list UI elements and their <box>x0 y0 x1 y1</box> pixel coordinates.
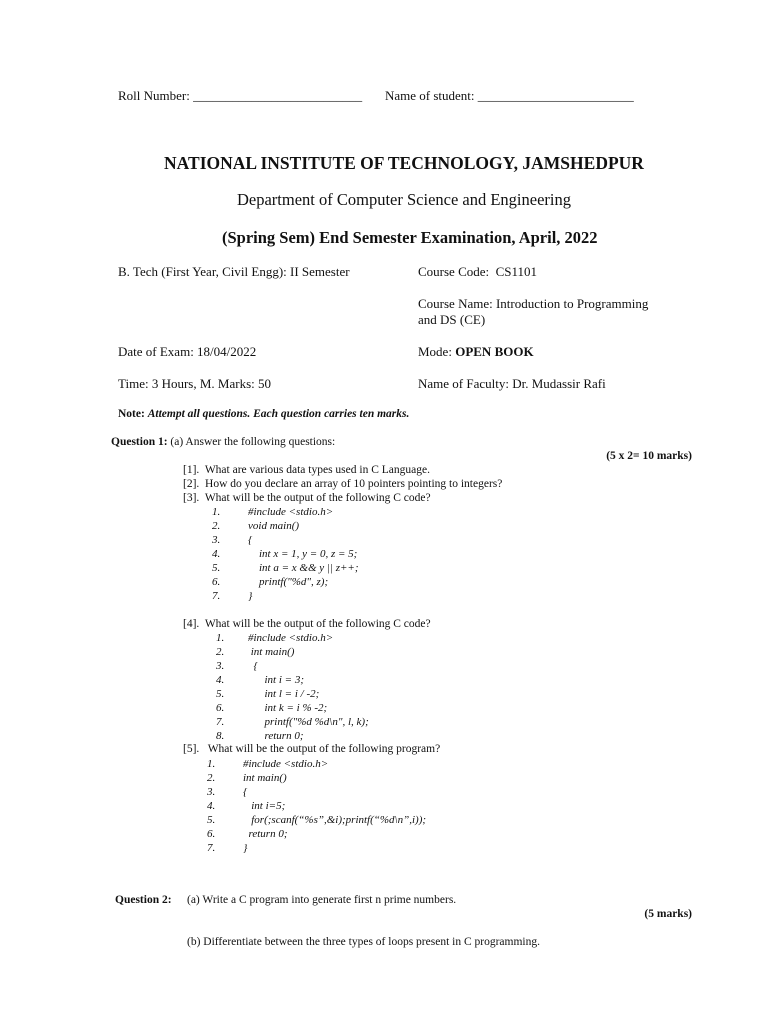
code3-line-num: 5. <box>207 814 216 826</box>
code2-line: int i = 3; <box>248 674 305 686</box>
code3-line-num: 2. <box>207 772 216 784</box>
code2-line-num: 7. <box>216 716 225 728</box>
code2-line: int k = i % -2; <box>248 702 328 714</box>
code1-line: int x = 1, y = 0, z = 5; <box>248 548 358 560</box>
code1-line-num: 4. <box>212 548 221 560</box>
code3-line-num: 3. <box>207 786 216 798</box>
code1-line-num: 2. <box>212 520 221 532</box>
code2-line-num: 5. <box>216 688 225 700</box>
code2-line: int l = i / -2; <box>248 688 320 700</box>
code2-line-num: 2. <box>216 646 225 658</box>
code2-line: return 0; <box>248 730 304 742</box>
course-code-value: CS1101 <box>495 264 538 279</box>
mode-label: Mode: <box>418 344 452 359</box>
code2-line-num: 6. <box>216 702 225 714</box>
code2-line: printf("%d %d\n", l, k); <box>248 716 369 728</box>
mode-value: OPEN BOOK <box>455 344 534 359</box>
note-label: Note: <box>118 408 145 420</box>
note-text: Attempt all questions. Each question carries ten marks. <box>147 408 410 420</box>
question-1-label: Question 1: <box>111 436 168 448</box>
code2-line-num: 8. <box>216 730 225 742</box>
student-name-field: Name of student: ________________________ <box>385 88 634 103</box>
code2-line: #include <stdio.h> <box>248 632 334 644</box>
program-info: B. Tech (First Year, Civil Engg): II Semester <box>118 264 350 279</box>
question-1 <box>111 436 335 448</box>
code1-line: { <box>248 534 253 546</box>
exam-title: (Spring Sem) End Semester Examination, April, 2022 <box>222 228 598 247</box>
code2-line-num: 1. <box>216 632 225 644</box>
code1-line: int a = x && y || z++; <box>248 562 359 574</box>
q1-item-1: [1]. What are various data types used in C Language. <box>183 464 430 476</box>
q1-item-4: [4]. What will be the output of the following C code? <box>183 618 431 630</box>
faculty-name: Name of Faculty: Dr. Mudassir Rafi <box>418 376 606 391</box>
code3-line: } <box>243 842 248 854</box>
code3-line: for(;scanf(“%s”,&i);printf(“%d\n”,i)); <box>243 814 427 826</box>
question-1-marks: (5 x 2= 10 marks) <box>606 450 692 462</box>
note <box>118 408 409 420</box>
code3-line: { <box>243 786 248 798</box>
code3-line-num: 1. <box>207 758 216 770</box>
code1-line: #include <stdio.h> <box>248 506 334 518</box>
code3-line: return 0; <box>243 828 288 840</box>
code1-line-num: 1. <box>212 506 221 518</box>
institute-title: NATIONAL INSTITUTE OF TECHNOLOGY, JAMSHEDPUR <box>164 153 644 173</box>
code2-line-num: 3. <box>216 660 225 672</box>
code2-line: int main() <box>248 646 295 658</box>
question-2a-text: (a) Write a C program into generate first n prime numbers. <box>187 894 457 906</box>
code3-line-num: 7. <box>207 842 216 854</box>
course-code-label: Course Code: <box>418 264 490 279</box>
code1-line-num: 7. <box>212 590 221 602</box>
code1-line: printf("%d", z); <box>248 576 329 588</box>
code3-line-num: 4. <box>207 800 216 812</box>
code2-line: { <box>248 660 258 672</box>
roll-number-field: Roll Number: __________________________ <box>118 88 363 103</box>
code1-line-num: 3. <box>212 534 221 546</box>
question-2-marks: (5 marks) <box>644 908 692 920</box>
exam-date: Date of Exam: 18/04/2022 <box>118 344 257 359</box>
q1-item-3: [3]. What will be the output of the following C code? <box>183 492 431 504</box>
exam-time-marks: Time: 3 Hours, M. Marks: 50 <box>118 376 272 391</box>
course-code <box>418 264 537 280</box>
q1-item-2: [2]. How do you declare an array of 10 pointers pointing to integers? <box>183 478 503 490</box>
department-title: Department of Computer Science and Engineering <box>236 190 571 209</box>
code1-line-num: 5. <box>212 562 221 574</box>
code1-line: void main() <box>248 520 300 532</box>
question-1-text: (a) Answer the following questions: <box>170 436 336 448</box>
code3-line: #include <stdio.h> <box>243 758 329 770</box>
code3-line: int i=5; <box>243 800 286 812</box>
code2-line-num: 4. <box>216 674 225 686</box>
course-name-line2: and DS (CE) <box>418 312 486 327</box>
code1-line-num: 6. <box>212 576 221 588</box>
exam-mode <box>418 344 534 360</box>
q1-item-5: [5]. What will be the output of the following program? <box>183 743 441 755</box>
question-2b-text: (b) Differentiate between the three types of loops present in C programming. <box>187 936 540 948</box>
code3-line-num: 6. <box>207 828 216 840</box>
code3-line: int main() <box>243 772 287 784</box>
course-name-line1: Course Name: Introduction to Programming <box>418 296 649 311</box>
question-2-label: Question 2: <box>115 894 172 906</box>
code1-line: } <box>248 590 253 602</box>
